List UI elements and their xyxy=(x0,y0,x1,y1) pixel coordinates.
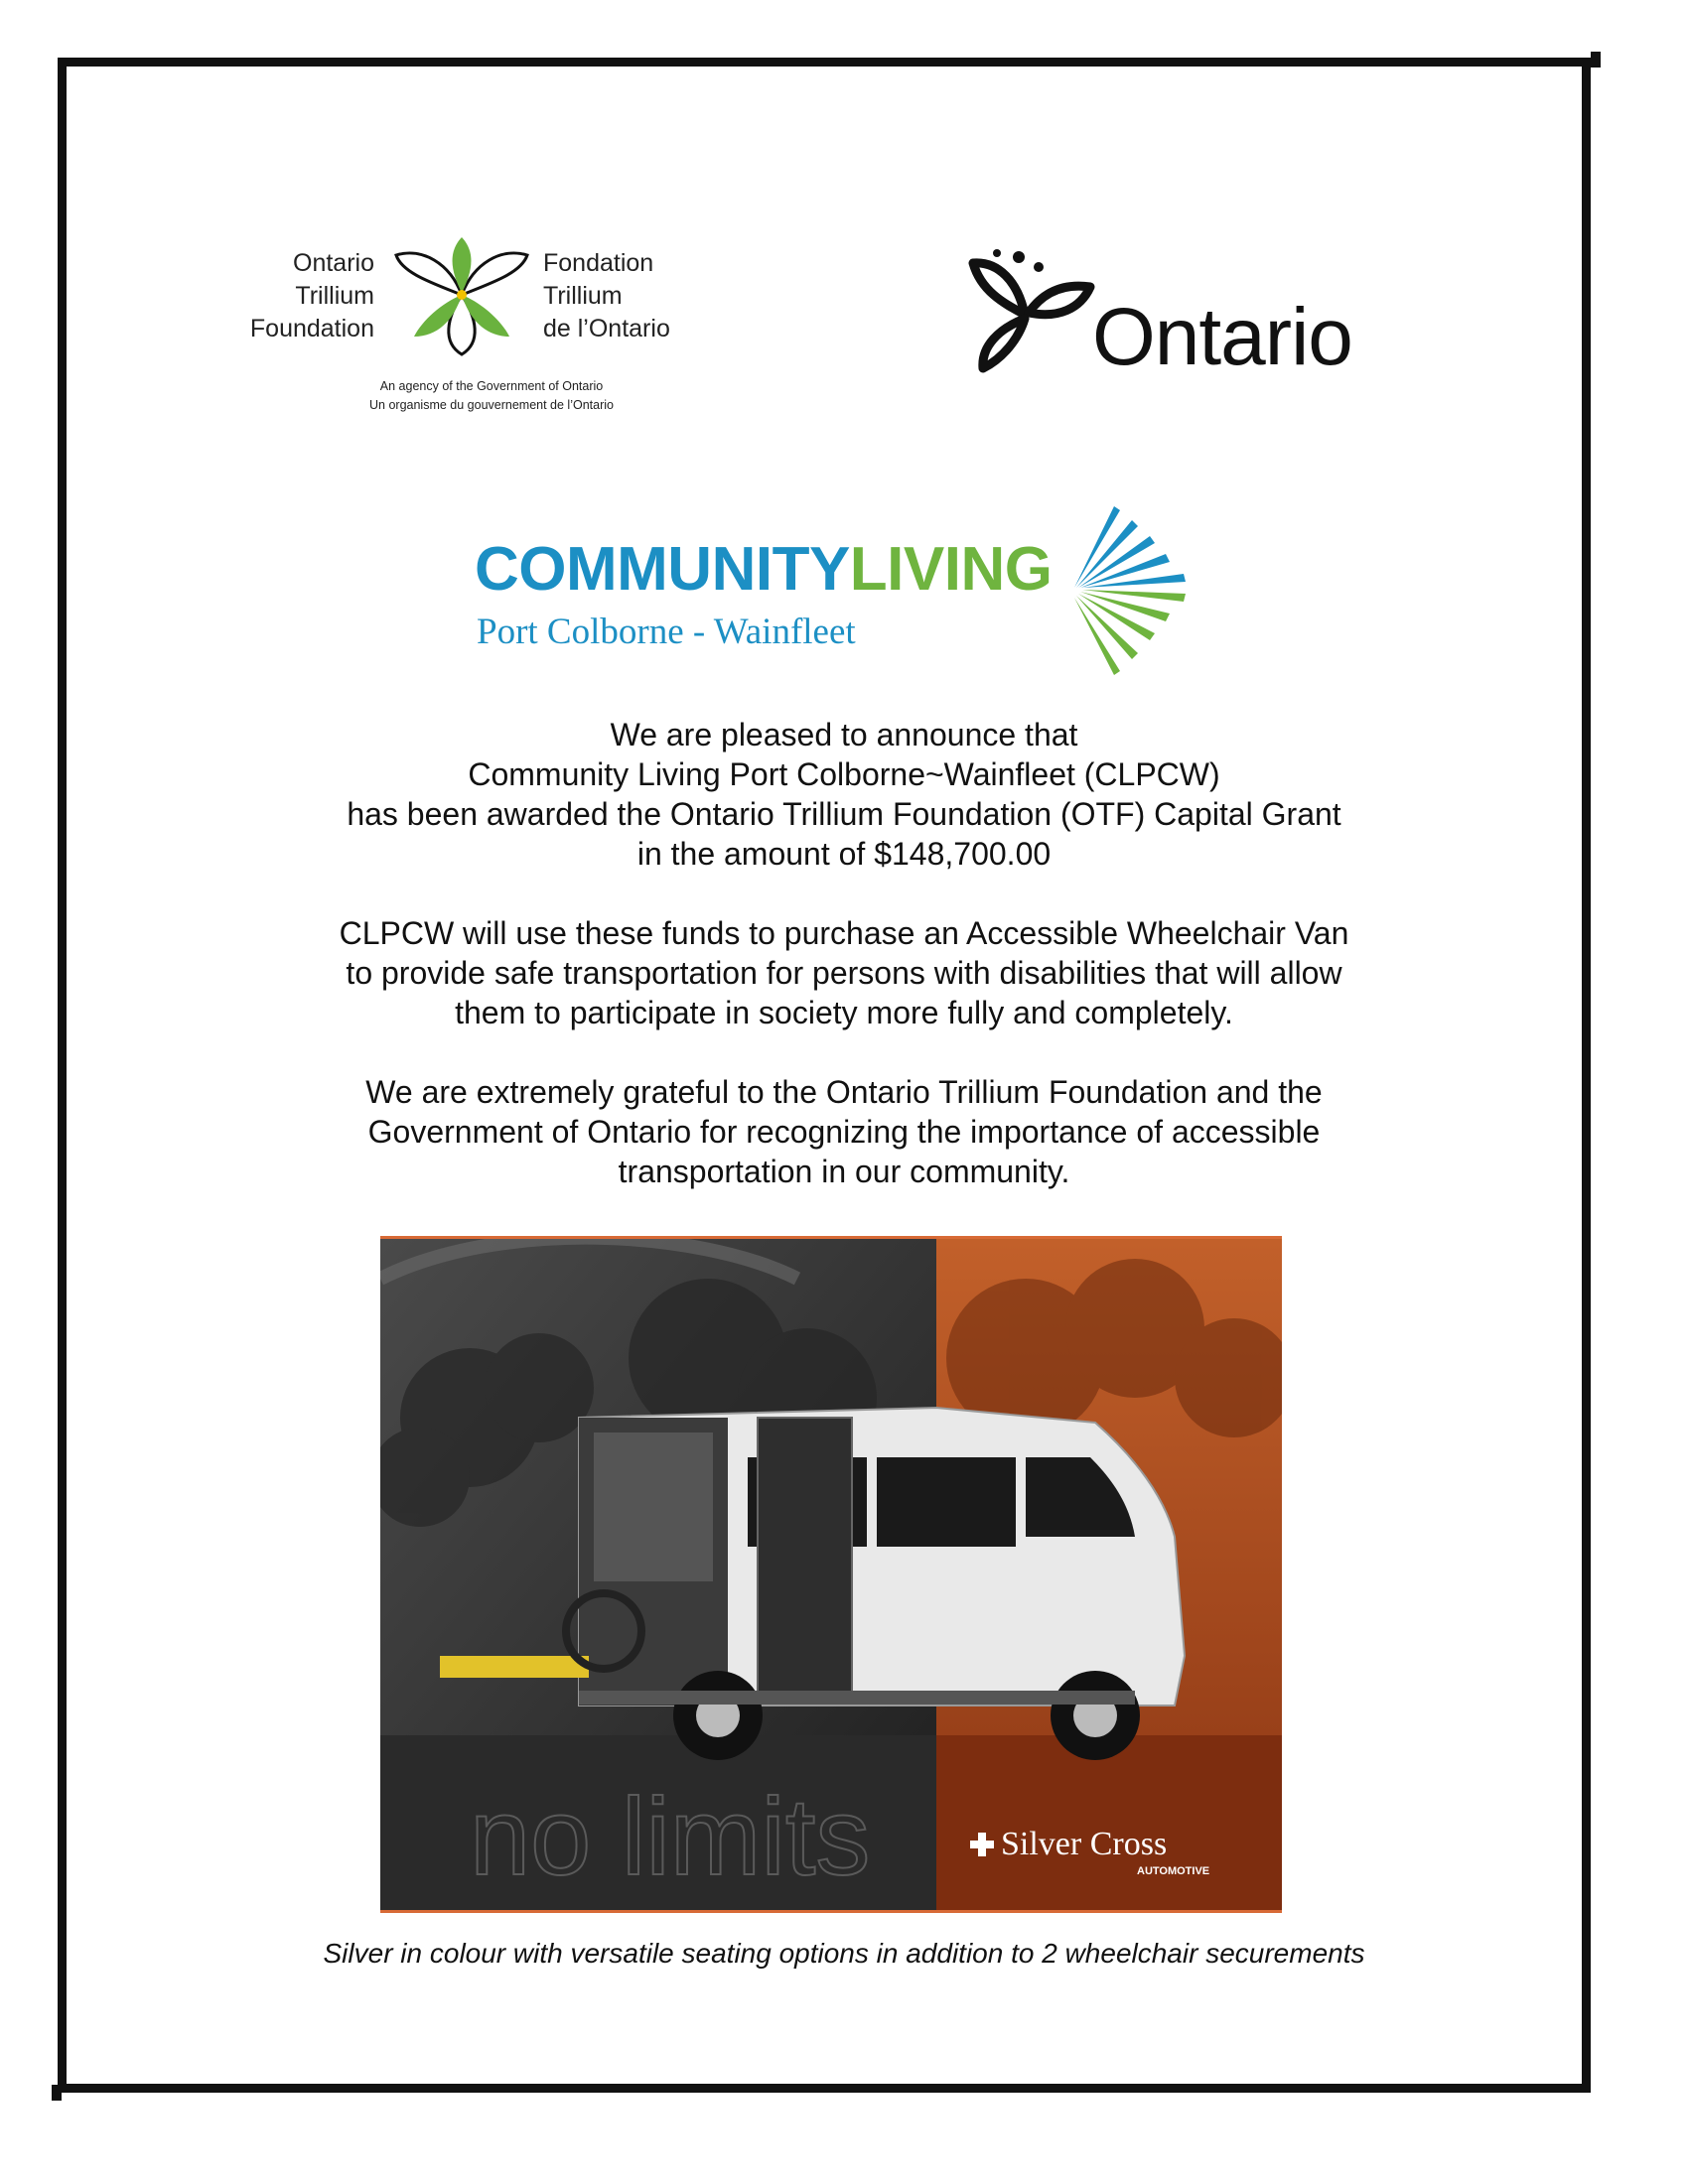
ontario-trillium-icon xyxy=(963,243,1102,377)
gratitude-paragraph: We are extremely grateful to the Ontario Trillium Foundation and the Government of Ontario for recognizing the importance of accessible transportation in our community. xyxy=(365,1074,1323,1189)
otf-logo xyxy=(223,233,720,422)
van-illustration xyxy=(380,1239,1282,1910)
community-word: COMMUNITY xyxy=(475,535,850,604)
border-corner-mark xyxy=(52,2085,62,2101)
trillium-flower-icon xyxy=(392,233,531,357)
community-living-logo xyxy=(467,506,1201,685)
community-living-subtitle: Port Colborne - Wainfleet xyxy=(477,612,856,652)
otf-name-french: Fondation Trillium de l’Ontario xyxy=(543,249,670,342)
funds-use-paragraph: CLPCW will use these funds to purchase an Accessible Wheelchair Van to provide safe transportation for persons with disabilities that will allow them to participate in society more fully and completely. xyxy=(339,915,1349,1030)
brand-name: Silver Cross xyxy=(1001,1826,1168,1862)
border-corner-mark xyxy=(1591,52,1601,68)
ontario-government-logo xyxy=(963,243,1360,382)
wheelchair-van-photo xyxy=(380,1236,1282,1913)
otf-name-english: Ontario Trillium Foundation xyxy=(249,249,374,342)
announcement-paragraph: We are pleased to announce that Community Living Port Colborne~Wainfleet (CLPCW) has been awarded the Ontario Trillium Foundation (OTF) Capital Grant in the amount of $148,700.00 xyxy=(347,717,1341,872)
slogan-text: no limits xyxy=(470,1776,871,1898)
sunburst-diamond-icon xyxy=(1055,506,1194,675)
brand-subtitle: AUTOMOTIVE xyxy=(1137,1865,1210,1877)
community-living-title xyxy=(475,536,1052,604)
photo-caption: Silver in colour with versatile seating options in addition to 2 wheelchair securements xyxy=(323,1938,1365,1969)
living-word: LIVING xyxy=(849,535,1053,604)
otf-agency-note: An agency of the Government of Ontario Un organisme du gouvernement de l’Ontario xyxy=(369,379,614,412)
ontario-wordmark: Ontario xyxy=(1092,292,1352,382)
announcement-text xyxy=(179,715,1509,1231)
